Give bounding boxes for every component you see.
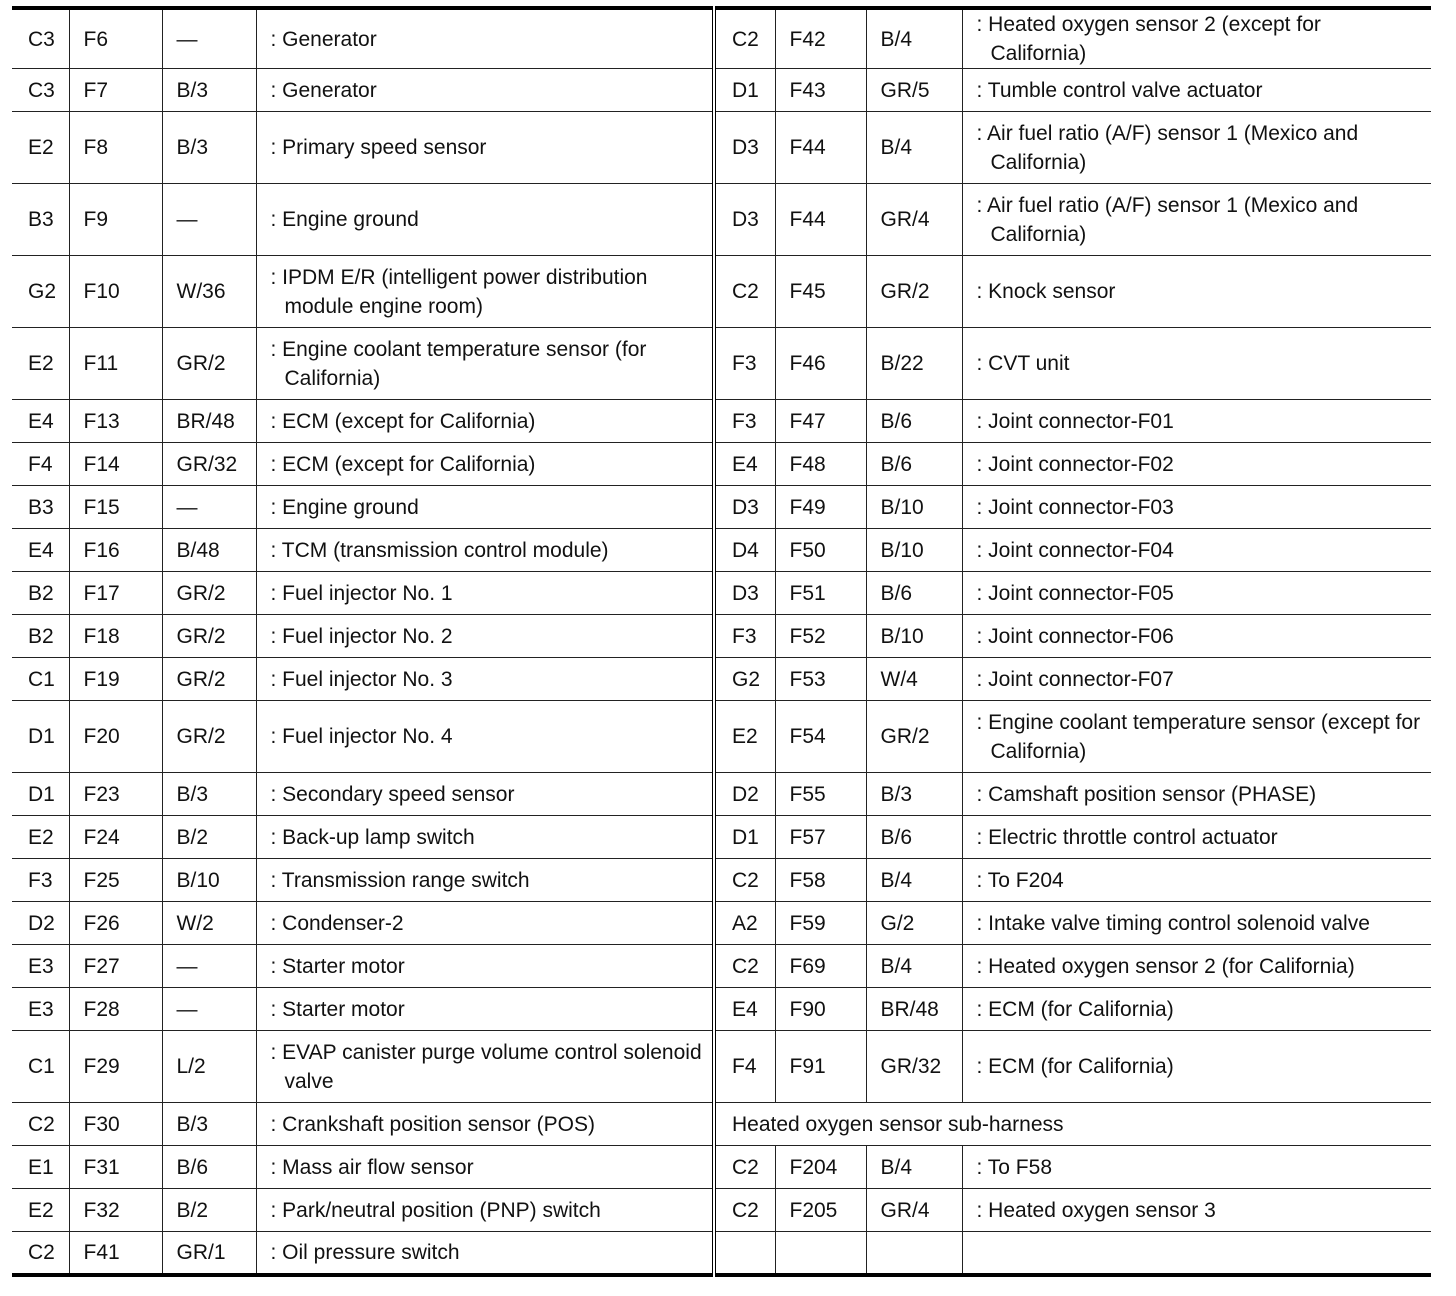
pin-spec: B/10	[162, 859, 256, 902]
empty-cell	[962, 1232, 1431, 1275]
connector-description	[962, 816, 1431, 859]
grid-ref: D4	[714, 529, 775, 572]
connector-no	[775, 1232, 866, 1275]
pin-spec: GR/2	[162, 701, 256, 773]
grid-ref: C2	[714, 1189, 775, 1232]
grid-ref: F3	[714, 615, 775, 658]
pin-spec: GR/32	[162, 443, 256, 486]
pin-spec: —	[162, 184, 256, 256]
connector-description	[962, 1146, 1431, 1189]
connector-description-text: : Generator	[271, 76, 713, 105]
connector-description-text: : Joint connector-F04	[977, 536, 1432, 565]
pin-spec: B/3	[162, 1103, 256, 1146]
connector-description	[256, 443, 714, 486]
table-row	[12, 1146, 1431, 1189]
connector-description-text: : Oil pressure switch	[271, 1238, 713, 1267]
connector-no: F29	[69, 1031, 162, 1103]
table-row	[12, 1232, 1431, 1275]
grid-ref: C2	[714, 859, 775, 902]
connector-no: F45	[775, 256, 866, 328]
connector-description-text: : Condenser-2	[271, 909, 713, 938]
connector-description-text: : Back-up lamp switch	[271, 823, 713, 852]
connector-no: F48	[775, 443, 866, 486]
pin-spec: GR/4	[866, 1189, 962, 1232]
connector-description	[256, 902, 714, 945]
pin-spec: B/3	[162, 773, 256, 816]
connector-description-text: : Air fuel ratio (A/F) sensor 1 (Mexico and California)	[977, 191, 1432, 249]
grid-ref: C2	[714, 256, 775, 328]
connector-description-text: : Joint connector-F01	[977, 407, 1432, 436]
connector-description-text: : Fuel injector No. 3	[271, 665, 713, 694]
connector-description	[962, 184, 1431, 256]
grid-ref	[714, 1232, 775, 1275]
connector-no: F59	[775, 902, 866, 945]
connector-no: F8	[69, 112, 162, 184]
connector-no: F6	[69, 8, 162, 69]
grid-ref: D1	[12, 701, 69, 773]
connector-description	[962, 1189, 1431, 1232]
pin-spec: B/4	[866, 1146, 962, 1189]
grid-ref: F3	[714, 328, 775, 400]
connector-no: F42	[775, 8, 866, 69]
connector-description	[256, 400, 714, 443]
connector-description-text: : Fuel injector No. 2	[271, 622, 713, 651]
grid-ref: E2	[12, 816, 69, 859]
connector-description	[256, 859, 714, 902]
pin-spec: GR/2	[162, 328, 256, 400]
table-row	[12, 8, 1431, 69]
connector-description	[256, 486, 714, 529]
connector-description	[256, 328, 714, 400]
connector-no: F17	[69, 572, 162, 615]
connector-description	[256, 184, 714, 256]
connector-description	[256, 69, 714, 112]
grid-ref: C3	[12, 69, 69, 112]
connector-description	[256, 572, 714, 615]
pin-spec: B/2	[162, 816, 256, 859]
connector-description	[256, 615, 714, 658]
table-row	[12, 69, 1431, 112]
grid-ref: G2	[714, 658, 775, 701]
connector-no: F24	[69, 816, 162, 859]
connector-no: F10	[69, 256, 162, 328]
connector-no: F90	[775, 988, 866, 1031]
pin-spec: GR/2	[866, 256, 962, 328]
grid-ref: E1	[12, 1146, 69, 1189]
connector-description-text: : Park/neutral position (PNP) switch	[271, 1196, 713, 1225]
connector-no: F11	[69, 328, 162, 400]
connector-no: F57	[775, 816, 866, 859]
connector-no: F47	[775, 400, 866, 443]
table-row	[12, 615, 1431, 658]
connector-description	[962, 615, 1431, 658]
connector-description	[962, 443, 1431, 486]
connector-description	[962, 902, 1431, 945]
connector-no: F28	[69, 988, 162, 1031]
connector-description-text: : Engine coolant temperature sensor (except for California)	[977, 708, 1432, 766]
grid-ref: E2	[12, 328, 69, 400]
connector-description-text: : Heated oxygen sensor 2 (for California)	[977, 952, 1432, 981]
pin-spec: W/36	[162, 256, 256, 328]
connector-no: F58	[775, 859, 866, 902]
grid-ref: D3	[714, 112, 775, 184]
section-subtitle: Heated oxygen sensor sub-harness	[714, 1103, 1431, 1146]
grid-ref: B2	[12, 615, 69, 658]
connector-description-text: : Knock sensor	[977, 277, 1432, 306]
connector-description-text: : Primary speed sensor	[271, 133, 713, 162]
connector-description	[256, 1031, 714, 1103]
connector-no: F32	[69, 1189, 162, 1232]
pin-spec: B/6	[866, 400, 962, 443]
pin-spec: GR/4	[866, 184, 962, 256]
table-row	[12, 701, 1431, 773]
grid-ref: C1	[12, 1031, 69, 1103]
grid-ref: E3	[12, 945, 69, 988]
pin-spec: B/2	[162, 1189, 256, 1232]
connector-no: F14	[69, 443, 162, 486]
connector-no: F55	[775, 773, 866, 816]
pin-spec: B/48	[162, 529, 256, 572]
connector-description-text: : Transmission range switch	[271, 866, 713, 895]
connector-description-text: : IPDM E/R (intelligent power distribution module engine room)	[271, 263, 713, 321]
connector-description	[256, 256, 714, 328]
pin-spec: B/6	[866, 443, 962, 486]
grid-ref: C2	[12, 1103, 69, 1146]
connector-description	[962, 988, 1431, 1031]
pin-spec: GR/5	[866, 69, 962, 112]
connector-description-text: : Fuel injector No. 4	[271, 722, 713, 751]
grid-ref: E4	[714, 443, 775, 486]
connector-no: F25	[69, 859, 162, 902]
connector-description-text: : Tumble control valve actuator	[977, 76, 1432, 105]
grid-ref: B3	[12, 184, 69, 256]
grid-ref: E4	[12, 400, 69, 443]
connector-description	[962, 701, 1431, 773]
pin-spec: BR/48	[866, 988, 962, 1031]
pin-spec: B/4	[866, 112, 962, 184]
connector-description	[256, 773, 714, 816]
pin-spec: B/3	[162, 112, 256, 184]
connector-no: F23	[69, 773, 162, 816]
grid-ref: C1	[12, 658, 69, 701]
grid-ref: D1	[714, 69, 775, 112]
connector-description-text: : Starter motor	[271, 952, 713, 981]
connector-description	[962, 945, 1431, 988]
grid-ref: D2	[714, 773, 775, 816]
connector-description-text: : Secondary speed sensor	[271, 780, 713, 809]
connector-description-text: : Crankshaft position sensor (POS)	[271, 1110, 713, 1139]
table-row	[12, 486, 1431, 529]
connector-description-text: : To F58	[977, 1153, 1432, 1182]
pin-spec	[866, 1232, 962, 1275]
connector-no: F69	[775, 945, 866, 988]
connector-list-table	[12, 6, 1431, 1277]
connector-no: F7	[69, 69, 162, 112]
connector-no: F26	[69, 902, 162, 945]
connector-no: F46	[775, 328, 866, 400]
connector-description	[256, 529, 714, 572]
connector-description	[962, 859, 1431, 902]
table-row	[12, 184, 1431, 256]
grid-ref: D1	[12, 773, 69, 816]
connector-description	[962, 658, 1431, 701]
pin-spec: G/2	[866, 902, 962, 945]
connector-no: F52	[775, 615, 866, 658]
connector-description	[256, 1232, 714, 1275]
connector-description-text: : To F204	[977, 866, 1432, 895]
grid-ref: E2	[714, 701, 775, 773]
pin-spec: B/6	[866, 816, 962, 859]
grid-ref: F3	[12, 859, 69, 902]
connector-no: F54	[775, 701, 866, 773]
pin-spec: GR/2	[162, 658, 256, 701]
connector-description-text: : Mass air flow sensor	[271, 1153, 713, 1182]
connector-no: F91	[775, 1031, 866, 1103]
pin-spec: GR/2	[162, 572, 256, 615]
table-row	[12, 529, 1431, 572]
table-row	[12, 572, 1431, 615]
connector-description	[962, 328, 1431, 400]
pin-spec: B/4	[866, 859, 962, 902]
table-row	[12, 400, 1431, 443]
connector-no: F9	[69, 184, 162, 256]
connector-description-text: : Fuel injector No. 1	[271, 579, 713, 608]
connector-description-text: : Engine ground	[271, 205, 713, 234]
table-row	[12, 988, 1431, 1031]
table-row	[12, 1189, 1431, 1232]
connector-description	[256, 816, 714, 859]
pin-spec: B/6	[162, 1146, 256, 1189]
connector-description-text: : Joint connector-F05	[977, 579, 1432, 608]
connector-no: F49	[775, 486, 866, 529]
pin-spec: B/4	[866, 8, 962, 69]
pin-spec: GR/1	[162, 1232, 256, 1275]
connector-no: F53	[775, 658, 866, 701]
table-row	[12, 945, 1431, 988]
pin-spec: L/2	[162, 1031, 256, 1103]
grid-ref: E3	[12, 988, 69, 1031]
connector-description	[962, 572, 1431, 615]
connector-description-text: : ECM (for California)	[977, 995, 1432, 1024]
table-row	[12, 1031, 1431, 1103]
pin-spec: B/3	[162, 69, 256, 112]
connector-description	[962, 69, 1431, 112]
connector-description-text: : Starter motor	[271, 995, 713, 1024]
connector-no: F204	[775, 1146, 866, 1189]
pin-spec: GR/32	[866, 1031, 962, 1103]
connector-description	[256, 658, 714, 701]
connector-no: F30	[69, 1103, 162, 1146]
connector-no: F13	[69, 400, 162, 443]
connector-description-text: : Engine ground	[271, 493, 713, 522]
grid-ref: A2	[714, 902, 775, 945]
pin-spec: —	[162, 486, 256, 529]
grid-ref: C2	[714, 945, 775, 988]
grid-ref: C2	[714, 1146, 775, 1189]
grid-ref: E4	[714, 988, 775, 1031]
table-row	[12, 816, 1431, 859]
grid-ref: C2	[714, 8, 775, 69]
connector-rows	[12, 8, 1431, 1275]
connector-description-text: : Air fuel ratio (A/F) sensor 1 (Mexico and California)	[977, 119, 1432, 177]
connector-no: F205	[775, 1189, 866, 1232]
connector-description-text: : CVT unit	[977, 349, 1432, 378]
connector-description-text: : Camshaft position sensor (PHASE)	[977, 780, 1432, 809]
grid-ref: D1	[714, 816, 775, 859]
connector-description-text: : Intake valve timing control solenoid valve	[977, 909, 1432, 938]
connector-no: F51	[775, 572, 866, 615]
table-row	[12, 658, 1431, 701]
connector-description-text: : Joint connector-F03	[977, 493, 1432, 522]
connector-description-text: : Engine coolant temperature sensor (for California)	[271, 335, 713, 393]
grid-ref: C3	[12, 8, 69, 69]
grid-ref: E4	[12, 529, 69, 572]
table-row	[12, 773, 1431, 816]
grid-ref: B2	[12, 572, 69, 615]
connector-description	[256, 112, 714, 184]
pin-spec: B/10	[866, 486, 962, 529]
pin-spec: —	[162, 988, 256, 1031]
grid-ref: D3	[714, 486, 775, 529]
grid-ref: E2	[12, 1189, 69, 1232]
grid-ref: E2	[12, 112, 69, 184]
connector-description	[962, 486, 1431, 529]
grid-ref: D3	[714, 184, 775, 256]
pin-spec: B/6	[866, 572, 962, 615]
connector-description-text: : Heated oxygen sensor 2 (except for California)	[977, 10, 1432, 68]
pin-spec: —	[162, 8, 256, 69]
pin-spec: B/4	[866, 945, 962, 988]
table-row	[12, 256, 1431, 328]
grid-ref: D3	[714, 572, 775, 615]
connector-description	[256, 701, 714, 773]
connector-no: F16	[69, 529, 162, 572]
connector-description	[256, 8, 714, 69]
grid-ref: C2	[28, 1240, 55, 1264]
connector-no: F43	[775, 69, 866, 112]
connector-description	[962, 529, 1431, 572]
connector-no: F44	[775, 184, 866, 256]
connector-description-text: : Joint connector-F07	[977, 665, 1432, 694]
grid-ref: G2	[12, 256, 69, 328]
grid-ref: F4	[714, 1031, 775, 1103]
connector-no: F27	[69, 945, 162, 988]
connector-description	[962, 1031, 1431, 1103]
connector-no: F44	[775, 112, 866, 184]
connector-description-text: : Joint connector-F02	[977, 450, 1432, 479]
pin-spec: —	[162, 945, 256, 988]
connector-no: F19	[69, 658, 162, 701]
table-row	[12, 443, 1431, 486]
connector-description	[962, 8, 1431, 69]
connector-description	[256, 1146, 714, 1189]
table-row	[12, 1103, 1431, 1146]
grid-ref: F4	[12, 443, 69, 486]
connector-description-text: : ECM (except for California)	[271, 407, 713, 436]
pin-spec: B/22	[866, 328, 962, 400]
connector-no: F50	[775, 529, 866, 572]
pin-spec: BR/48	[162, 400, 256, 443]
grid-ref: B3	[12, 486, 69, 529]
connector-no: F20	[69, 701, 162, 773]
table-row	[12, 328, 1431, 400]
connector-description	[256, 1189, 714, 1232]
connector-description-text: : ECM (except for California)	[271, 450, 713, 479]
connector-description-text: : ECM (for California)	[977, 1052, 1432, 1081]
pin-spec: GR/2	[866, 701, 962, 773]
pin-spec: B/10	[866, 529, 962, 572]
connector-description-text: : EVAP canister purge volume control solenoid valve	[271, 1038, 713, 1096]
connector-description-text: : TCM (transmission control module)	[271, 536, 713, 565]
connector-description	[962, 400, 1431, 443]
table-row	[12, 112, 1431, 184]
connector-description	[256, 988, 714, 1031]
connector-description	[256, 945, 714, 988]
pin-spec: GR/2	[162, 615, 256, 658]
grid-ref: F3	[714, 400, 775, 443]
connector-description-text: : Heated oxygen sensor 3	[977, 1196, 1432, 1225]
table-row	[12, 902, 1431, 945]
pin-spec: B/10	[866, 615, 962, 658]
pin-spec: W/2	[162, 902, 256, 945]
connector-no: F18	[69, 615, 162, 658]
pin-spec: B/3	[866, 773, 962, 816]
connector-no: F41	[69, 1232, 162, 1275]
connector-no: F15	[69, 486, 162, 529]
grid-ref: D2	[12, 902, 69, 945]
connector-description-text: : Generator	[271, 25, 713, 54]
connector-description	[962, 256, 1431, 328]
table-row	[12, 859, 1431, 902]
connector-description	[962, 112, 1431, 184]
connector-description-text: : Electric throttle control actuator	[977, 823, 1432, 852]
connector-description	[962, 773, 1431, 816]
connector-description-text: : Joint connector-F06	[977, 622, 1432, 651]
pin-spec: W/4	[866, 658, 962, 701]
connector-description	[256, 1103, 714, 1146]
connector-no: F31	[69, 1146, 162, 1189]
